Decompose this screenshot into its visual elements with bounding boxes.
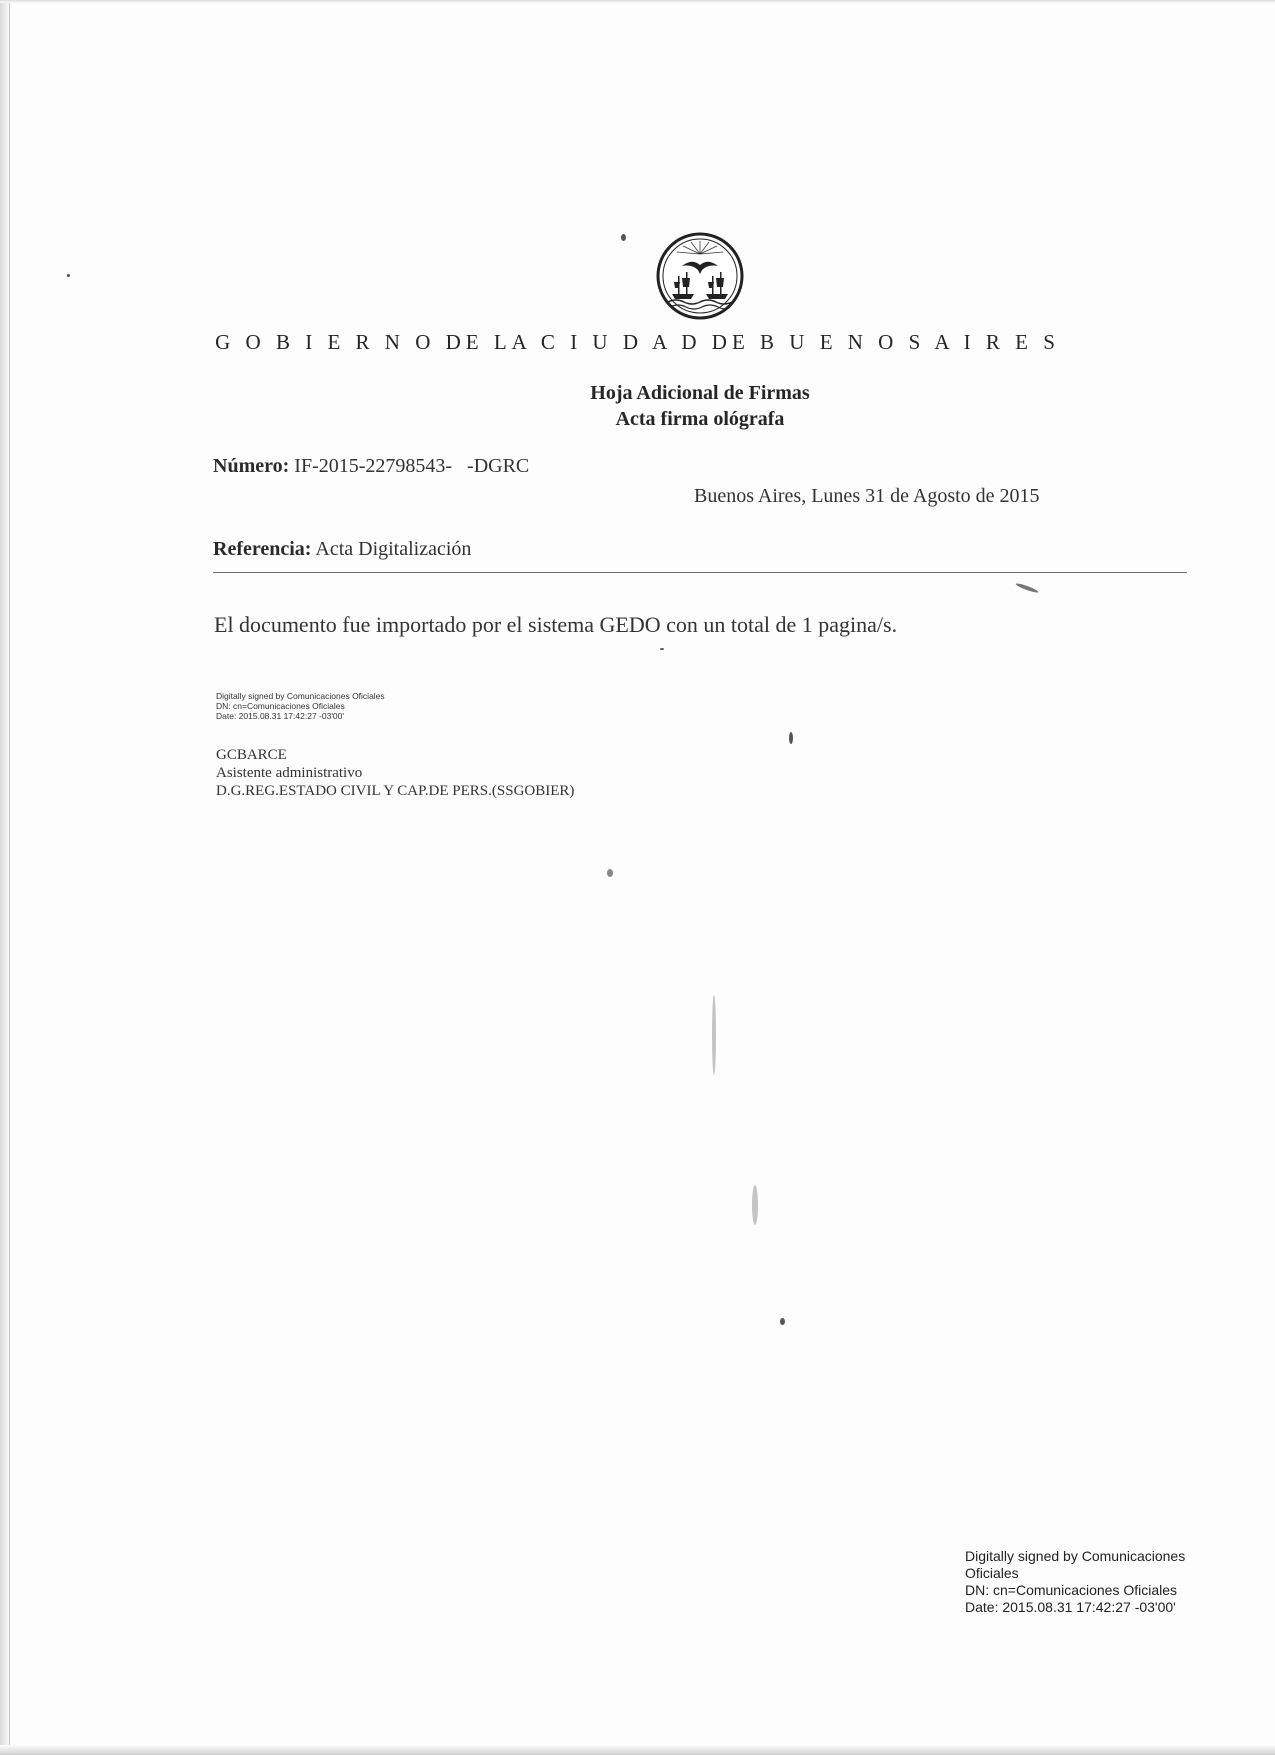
scan-speck [1015, 582, 1039, 594]
referencia-label: Referencia: [213, 538, 312, 560]
page-left-edge [9, 0, 10, 1755]
scan-speck [780, 1318, 785, 1325]
numero-value: IF-2015-22798543- -DGRC [294, 455, 530, 477]
title-line-1: Hoja Adicional de Firmas [590, 382, 810, 404]
sig-footer-line-4: Date: 2015.08.31 17:42:27 -03'00' [965, 1599, 1176, 1615]
signer-block [216, 746, 574, 800]
document-title [0, 380, 1275, 432]
scan-smudge [712, 995, 716, 1075]
numero-label: Número: [213, 455, 290, 477]
sig-footer-line-3: DN: cn=Comunicaciones Oficiales [965, 1582, 1178, 1598]
signer-name: GCBARCE [216, 747, 287, 763]
scan-speck [660, 648, 664, 650]
referencia-field [213, 538, 471, 561]
sig-small-line-2: DN: cn=Comunicaciones Oficiales [216, 701, 345, 711]
separator-rule [213, 572, 1187, 573]
sig-footer-line-1: Digitally signed by Comunicaciones [965, 1548, 1186, 1564]
government-title: G O B I E R N O DE LA C I U D A D DE B U E N O S A I R E S [215, 330, 1060, 354]
scan-speck [607, 869, 613, 877]
page-bottom-edge [0, 1745, 1275, 1755]
title-line-2: Acta firma ológrafa [615, 408, 785, 430]
city-date [694, 485, 1040, 508]
city-label: Buenos Aires, [694, 485, 807, 507]
signature-block-small [216, 691, 385, 721]
sig-small-line-1: Digitally signed by Comunicaciones Oficiales [216, 691, 385, 701]
page-top-edge [0, 0, 1275, 3]
scan-speck [67, 274, 70, 277]
signer-role: Asistente administrativo [216, 765, 363, 781]
sig-small-line-3: Date: 2015.08.31 17:42:27 -03'00' [216, 711, 345, 721]
numero-field [213, 455, 529, 478]
page-left-shadow [0, 0, 12, 1755]
date-value: Lunes 31 de Agosto de 2015 [811, 485, 1040, 507]
signature-block-footer [965, 1548, 1185, 1616]
scan-speck [789, 732, 793, 744]
city-seal-icon [656, 232, 744, 320]
body-text: El documento fue importado por el sistema GEDO con un total de 1 pagina/s. [214, 612, 898, 637]
sig-footer-line-2: Oficiales [965, 1565, 1019, 1581]
signer-office: D.G.REG.ESTADO CIVIL Y CAP.DE PERS.(SSGOBIER) [216, 783, 575, 799]
scan-smudge [752, 1185, 758, 1225]
referencia-value: Acta Digitalización [315, 538, 472, 560]
scan-speck [621, 234, 626, 241]
